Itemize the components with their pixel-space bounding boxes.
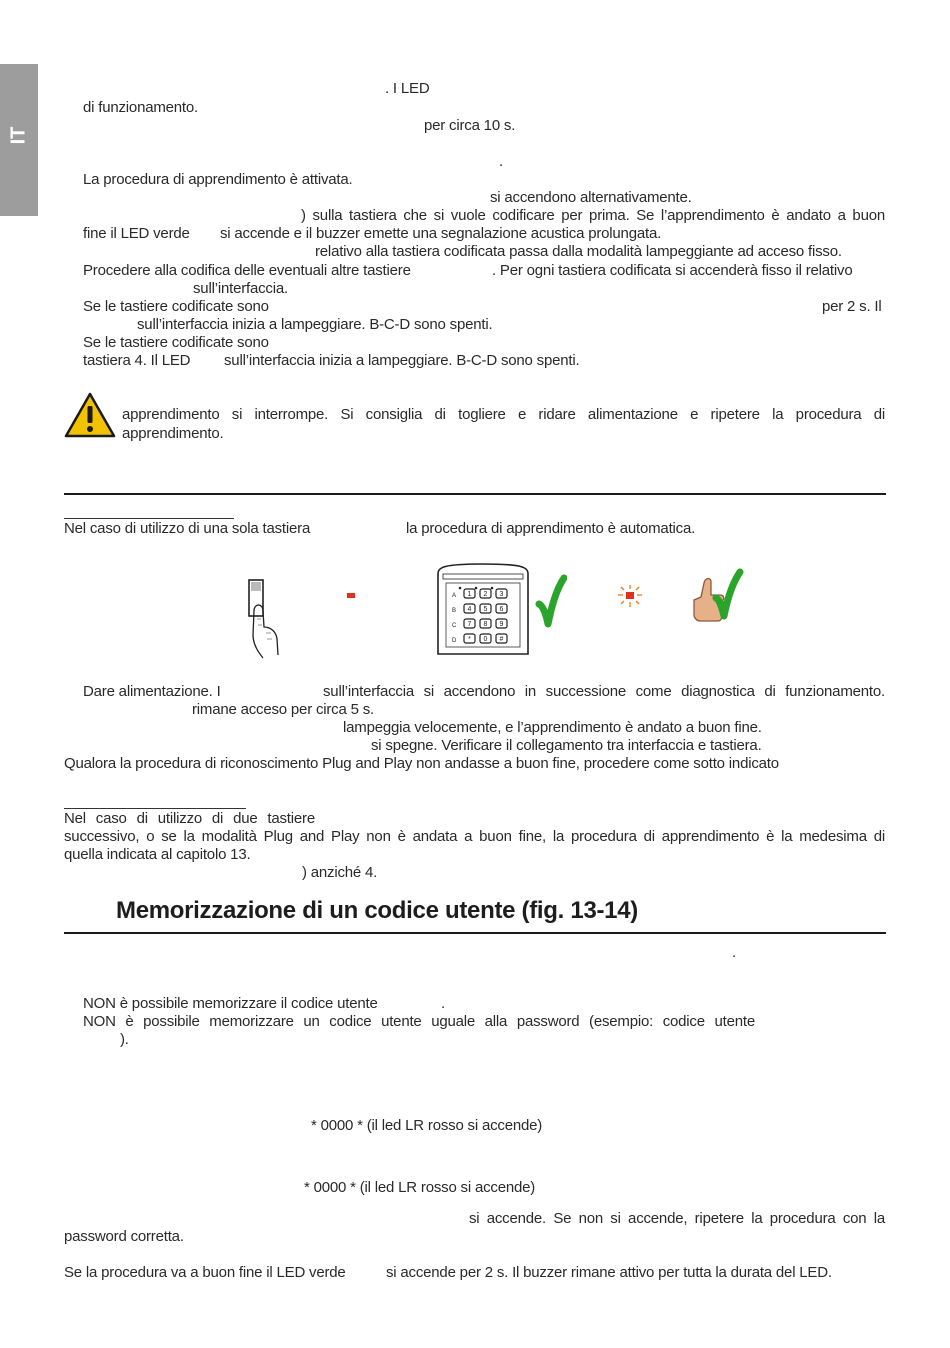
keypad-key-label: 5 — [483, 606, 488, 613]
text-line: Qualora la procedura di riconoscimento Plug and Play non andasse a buon fine, procedere come sotto indicato — [64, 755, 779, 772]
text-line: sull’interfaccia. — [193, 280, 288, 297]
text-line: password corretta. — [64, 1228, 184, 1245]
keypad-key-label: 2 — [483, 591, 488, 598]
text-line: ) sulla tastiera che si vuole codificare per prima. Se l’apprendimento è andato a buon — [301, 207, 885, 224]
keypad-letter: B — [452, 608, 457, 614]
text-line: ). — [120, 1031, 129, 1048]
keypad-key-label: 3 — [499, 591, 504, 598]
keypad-key-label: 8 — [483, 621, 488, 628]
text-line: per circa 10 s. — [424, 117, 516, 134]
text-line: tastiera 4. Il LED — [83, 352, 191, 369]
keypad-key-label: 7 — [467, 621, 472, 628]
text-line: quella indicata al capitolo 13. — [64, 846, 251, 863]
text-line: Se le tastiere codificate sono — [83, 298, 269, 315]
warning-icon — [63, 391, 117, 439]
text-line: . — [732, 944, 736, 961]
text-line: si accende per 2 s. Il buzzer rimane attivo per tutta la durata del LED. — [386, 1264, 832, 1281]
keypad-key-label: 0 — [483, 636, 488, 643]
text-line: la procedura di apprendimento è automatica. — [406, 520, 696, 537]
text-line: . — [441, 995, 445, 1012]
text-line: . Per ogni tastiera codificata si accenderà fisso il relativo — [492, 262, 853, 279]
subheading-underline — [64, 518, 234, 519]
text-line: sull’interfaccia si accendono in successione come diagnostica di funzionamento. — [323, 683, 885, 700]
text-line: . — [499, 153, 503, 170]
text-line: Nel caso di utilizzo di una sola tastiera — [64, 520, 311, 537]
text-line: successivo, o se la modalità Plug and Play non è andata a buon fine, la procedura di apprendimento è la medesima di — [64, 828, 885, 845]
keypad-key-label: 9 — [499, 621, 504, 628]
text-line: si accende. Se non si accende, ripetere la procedura con la — [469, 1210, 885, 1227]
text-line: rimane acceso per circa 5 s. — [192, 701, 374, 718]
text-line: Se le tastiere codificate sono — [83, 334, 269, 351]
keypad-key-label: # — [499, 636, 504, 643]
keypad-led — [475, 587, 478, 590]
warning-text: apprendimento si interrompe. Si consiglia di togliere e ridare alimentazione e ripetere la procedura di — [122, 406, 885, 423]
text-line: fine il LED verde — [83, 225, 190, 242]
text-line: relativo alla tastiera codificata passa dalla modalità lampeggiante ad acceso fisso. — [315, 243, 842, 260]
keypad-led — [459, 587, 462, 590]
text-line: per 2 s. Il — [822, 298, 882, 315]
text-line: si spegne. Verificare il collegamento tra interfaccia e tastiera. — [371, 737, 762, 754]
led-indicator — [347, 593, 355, 598]
finger-press-icon — [240, 575, 285, 663]
blinking-led-icon — [617, 584, 643, 608]
text-line: Procedere alla codifica delle eventuali altre tastiere — [83, 262, 411, 279]
checkmark-icon — [535, 574, 567, 630]
section-divider — [64, 493, 886, 495]
keypad-device-icon — [434, 562, 532, 656]
text-line: NON è possibile memorizzare un codice utente uguale alla password (esempio: codice utente — [83, 1013, 755, 1030]
text-line: si accende e il buzzer emette una segnalazione acustica prolungata. — [220, 225, 662, 242]
text-line: ) anziché 4. — [302, 864, 378, 881]
text-line: . I LED — [385, 80, 430, 97]
text-line: di funzionamento. — [83, 99, 199, 116]
keypad-letter: C — [452, 623, 457, 629]
text-line: * 0000 * (il led LR rosso si accende) — [311, 1117, 543, 1134]
text-line: Se la procedura va a buon fine il LED verde — [64, 1264, 346, 1281]
text-line: La procedura di apprendimento è attivata. — [83, 171, 353, 188]
keypad-key-label: * — [468, 636, 471, 643]
language-tab — [0, 64, 38, 216]
warning-text: apprendimento. — [122, 425, 224, 442]
keypad-led — [491, 587, 494, 590]
subheading-underline — [64, 808, 246, 809]
text-line: sull’interfaccia inizia a lampeggiare. B-C-D sono spenti. — [137, 316, 493, 333]
thumbs-up-icon — [686, 568, 746, 632]
text-line: Dare alimentazione. I — [83, 683, 221, 700]
keypad-key-label: 4 — [467, 606, 472, 613]
keypad-key-label: 1 — [467, 591, 472, 598]
section-divider — [64, 932, 886, 934]
text-line: lampeggia velocemente, e l’apprendimento è andato a buon fine. — [343, 719, 762, 736]
keypad-letter: D — [452, 638, 457, 644]
language-tab-label: IT — [7, 126, 30, 145]
section-heading: Memorizzazione di un codice utente (fig. 13-14) — [116, 897, 638, 924]
keypad-letter: A — [452, 593, 457, 599]
text-line: sull’interfaccia inizia a lampeggiare. B-C-D sono spenti. — [224, 352, 580, 369]
text-line: * 0000 * (il led LR rosso si accende) — [304, 1179, 536, 1196]
text-line: si accendono alternativamente. — [490, 189, 692, 206]
text-line: Nel caso di utilizzo di due tastiere — [64, 810, 315, 827]
keypad-key-label: 6 — [499, 606, 504, 613]
text-line: NON è possibile memorizzare il codice utente — [83, 995, 378, 1012]
